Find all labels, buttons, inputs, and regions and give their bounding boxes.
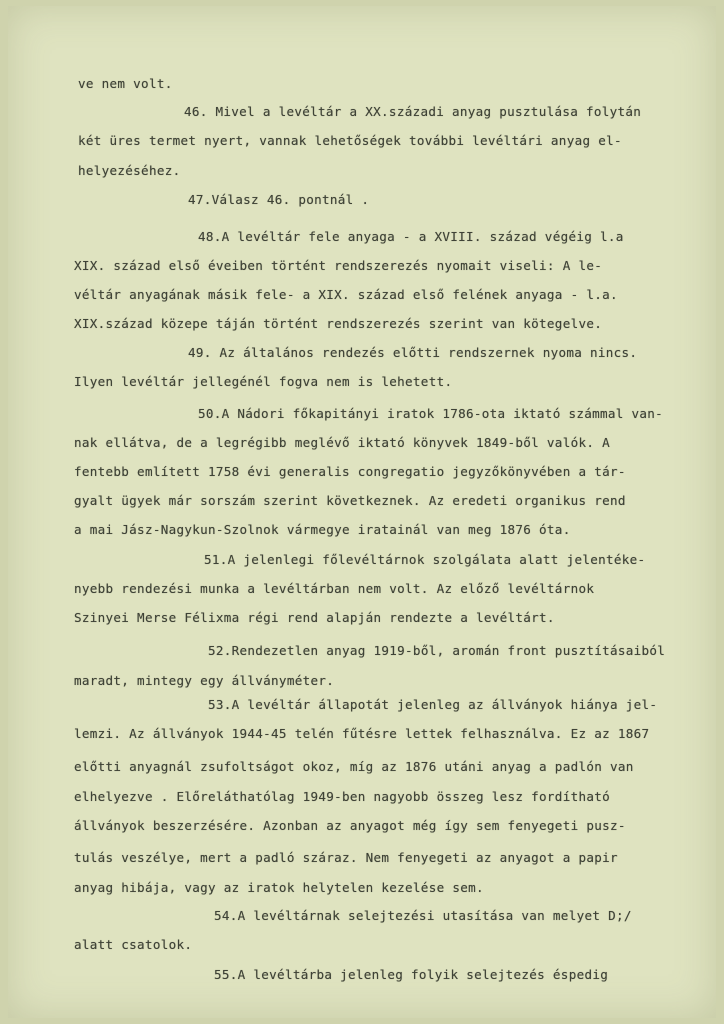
text-line: fentebb említett 1758 évi generalis congregatio jegyzőkönyvében a tár- [74, 464, 626, 479]
text-line: alatt csatolok. [74, 937, 193, 952]
text-line: maradt, mintegy egy állványméter. [74, 673, 335, 688]
text-line: Szinyei Merse Félixma régi rend alapján rendezte a levéltárt. [74, 610, 555, 625]
text-line: Ilyen levéltár jellegénél fogva nem is lehetett. [74, 374, 453, 389]
text-line: nyebb rendezési munka a levéltárban nem volt. Az előző levéltárnok [74, 581, 595, 596]
text-line: 50.A Nádori főkapitányi iratok 1786-ota iktató számmal van- [198, 406, 664, 421]
text-line: XIX.század közepe táján történt rendszerezés szerint van kötegelve. [74, 316, 603, 331]
typewritten-page [8, 6, 716, 1018]
text-line: lemzi. Az állványok 1944-45 telén fűtésre lettek felhasználva. Ez az 1867 [74, 726, 650, 741]
text-line: előtti anyagnál zsufoltságot okoz, míg az 1876 utáni anyag a padlón van [74, 759, 634, 774]
text-line: gyalt ügyek már sorszám szerint következnek. Az eredeti organikus rend [74, 493, 626, 508]
text-line: tulás veszélye, mert a padló száraz. Nem fenyegeti az anyagot a papir [74, 850, 618, 865]
text-line: véltár anyagának másik fele- a XIX. század első felének anyaga - l.a. [74, 287, 618, 302]
text-line: két üres termet nyert, vannak lehetőségek további levéltári anyag el- [78, 133, 622, 148]
text-line: 48.A levéltár fele anyaga - a XVIII. század végéig l.a [198, 229, 624, 244]
text-line: anyag hibája, vagy az iratok helytelen kezelése sem. [74, 880, 484, 895]
text-line: 46. Mivel a levéltár a XX.századi anyag pusztulása folytán [184, 104, 642, 119]
text-line: elhelyezve . Előreláthatólag 1949-ben nagyobb összeg lesz fordítható [74, 789, 610, 804]
text-line: 55.A levéltárba jelenleg folyik selejtezés éspedig [214, 967, 609, 982]
text-line: 49. Az általános rendezés előtti rendszernek nyoma nincs. [188, 345, 638, 360]
text-line: 51.A jelenlegi főlevéltárnok szolgálata alatt jelentéke- [204, 552, 646, 567]
text-line: helyezéséhez. [78, 163, 181, 178]
text-line: nak ellátva, de a legrégibb meglévő iktató könyvek 1849-ből valók. A [74, 435, 610, 450]
text-line: 54.A levéltárnak selejtezési utasítása van melyet D;/ [214, 908, 632, 923]
text-line: a mai Jász-Nagykun-Szolnok vármegye iratainál van meg 1876 óta. [74, 522, 571, 537]
text-line: 52.Rendezetlen anyag 1919-ből, aromán front pusztításaiból [208, 643, 666, 658]
text-line: állványok beszerzésére. Azonban az anyagot még így sem fenyegeti pusz- [74, 818, 626, 833]
text-line: XIX. század első éveiben történt rendszerezés nyomait viseli: A le- [74, 258, 603, 273]
text-line: 53.A levéltár állapotát jelenleg az állványok hiánya jel- [208, 697, 658, 712]
text-line: 47.Válasz 46. pontnál . [188, 192, 370, 207]
text-line: ve nem volt. [78, 76, 173, 91]
